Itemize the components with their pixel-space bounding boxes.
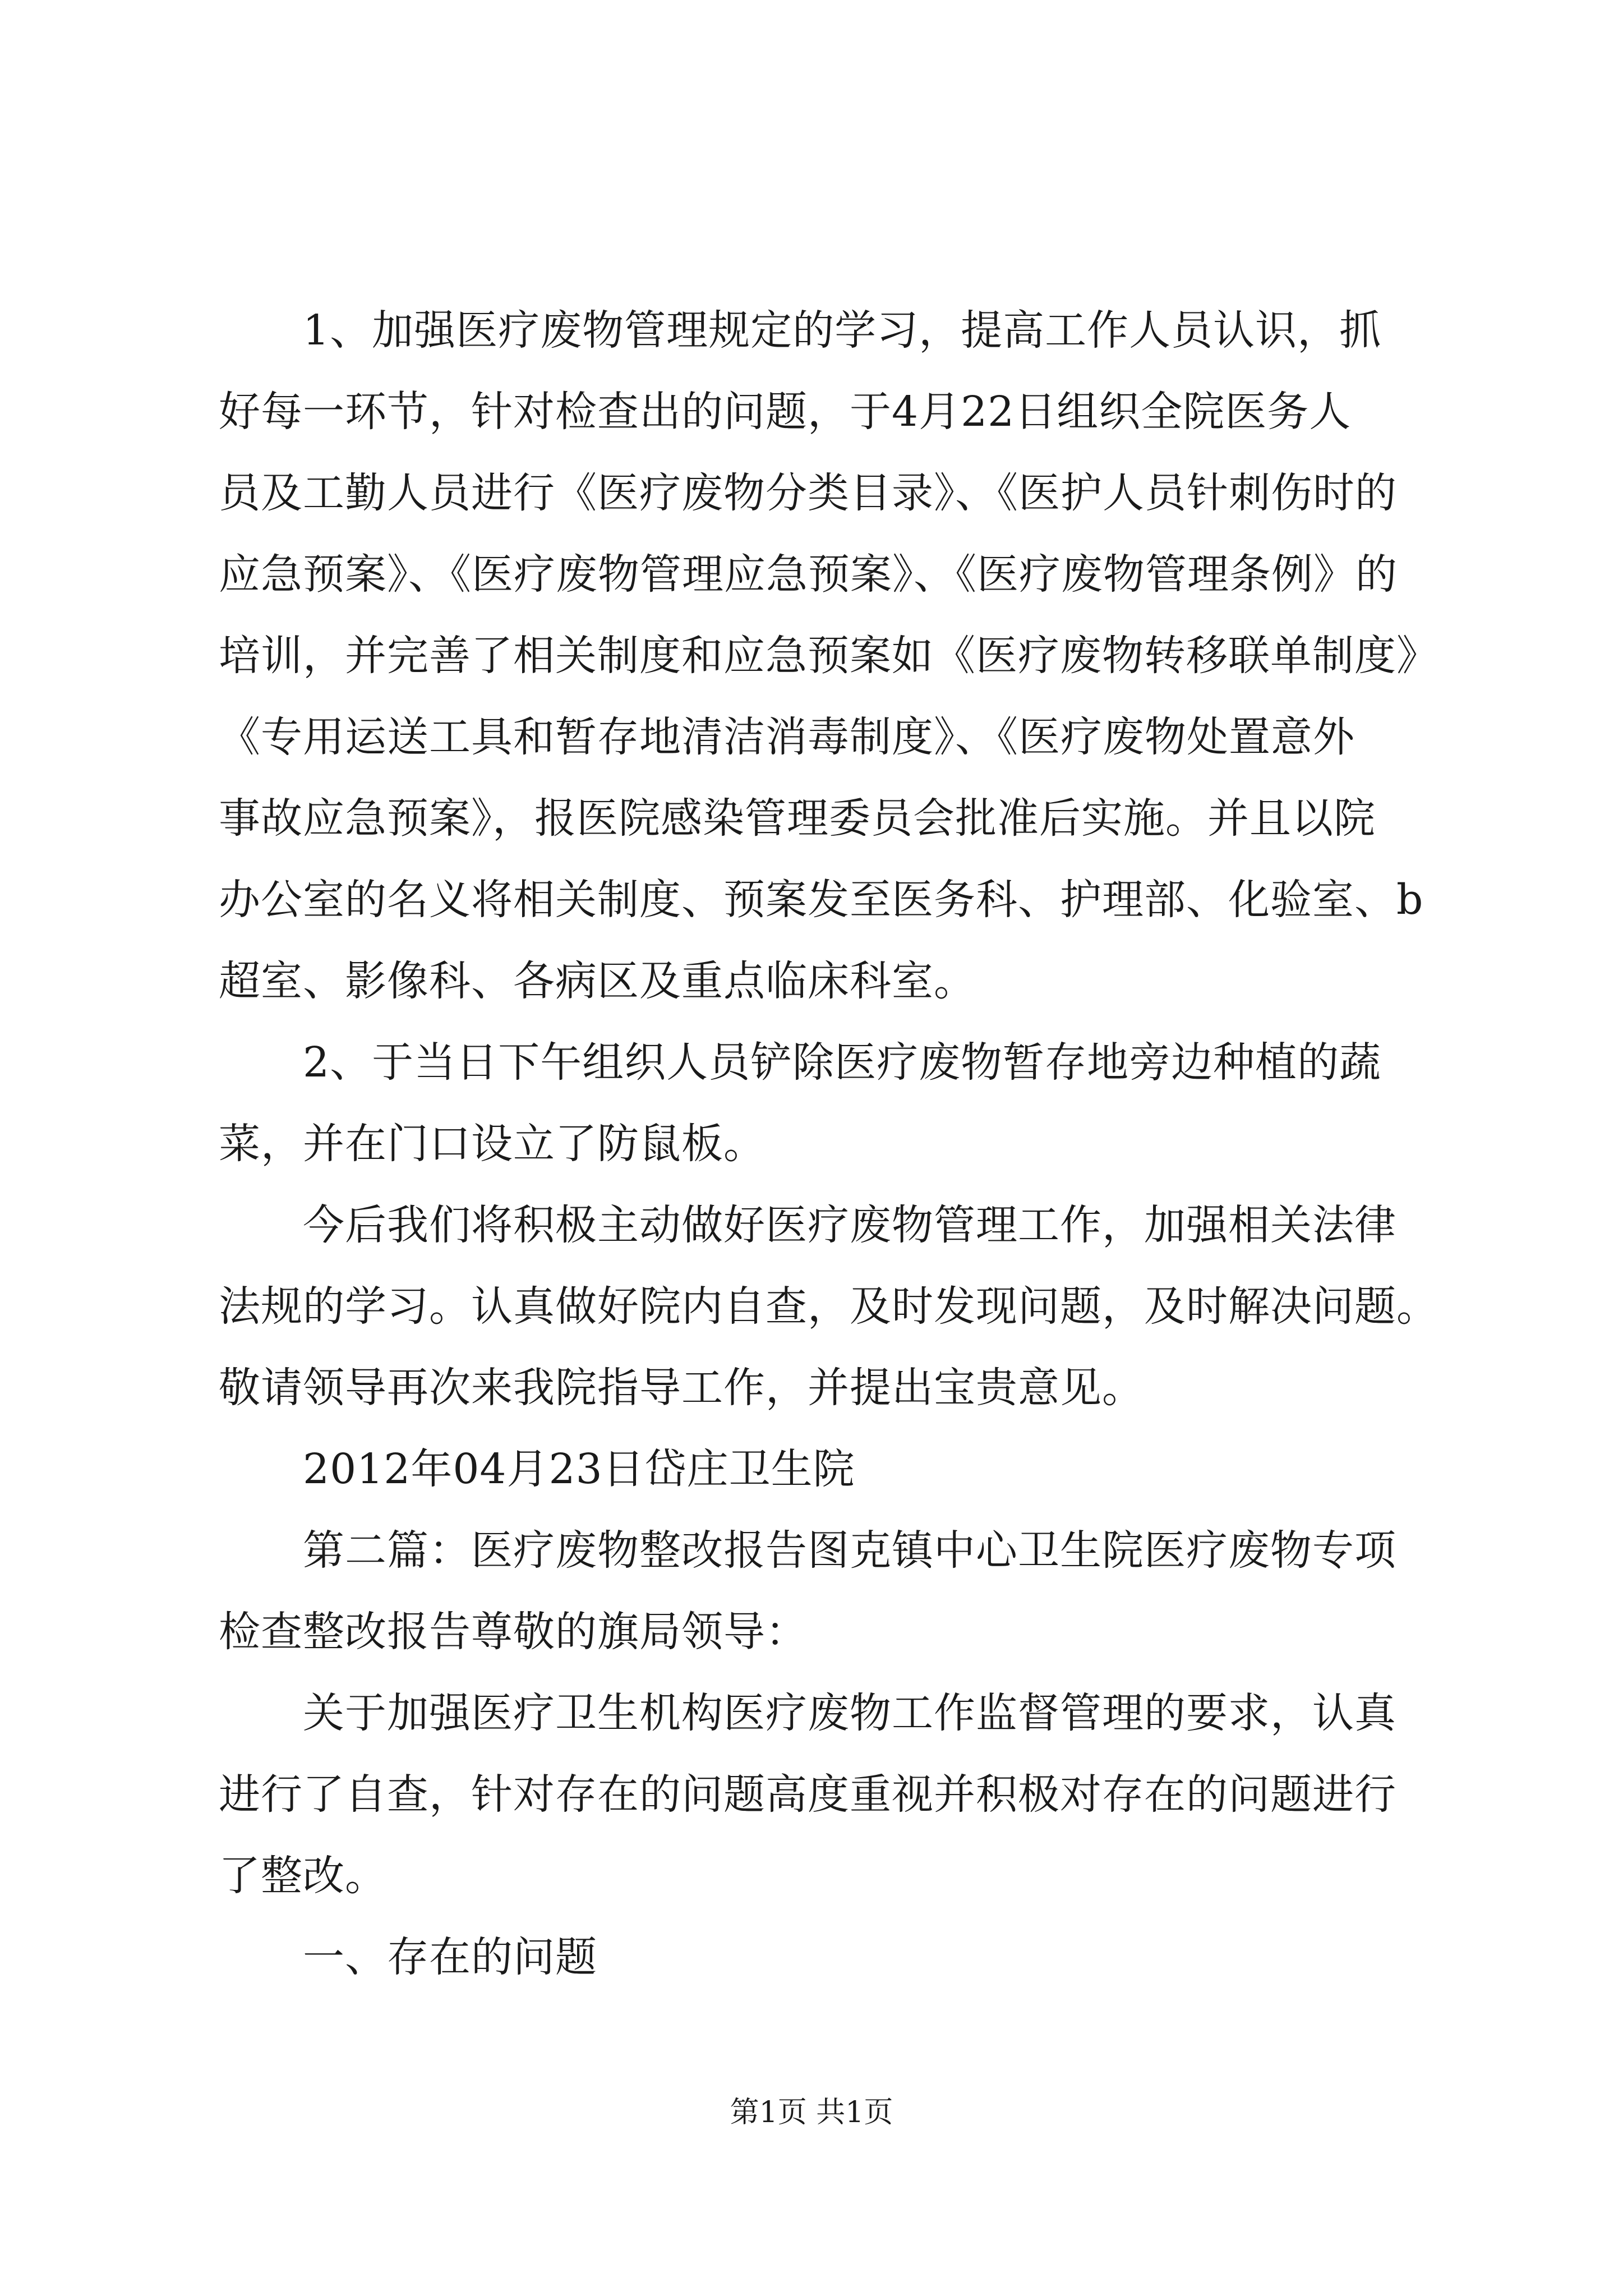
paragraph-line: 1、加强医疗废物管理规定的学习，提高工作人员认识，抓 <box>303 306 1382 355</box>
paragraph-line: 关于加强医疗卫生机构医疗废物工作监督管理的要求，认真 <box>303 1689 1396 1737</box>
paragraph-line: 员及工勤人员进行《医疗废物分类目录》、《医护人员针刺伤时的 <box>219 469 1397 517</box>
paragraph-line: 《专用运送工具和暂存地清洁消毒制度》、《医疗废物处置意外 <box>219 713 1355 761</box>
paragraph-line: 办公室的名义将相关制度、预案发至医务科、护理部、化验室、b <box>219 876 1424 924</box>
date-signature-line: 2012年04月23日岱庄卫生院 <box>303 1445 855 1493</box>
paragraph-line: 培训，并完善了相关制度和应急预案如《医疗废物转移联单制度》 <box>219 632 1438 680</box>
paragraph-line: 事故应急预案》，报医院感染管理委员会批准后实施。并且以院 <box>219 794 1376 843</box>
paragraph-line: 菜，并在门口设立了防鼠板。 <box>219 1120 766 1168</box>
section-heading: 一、存在的问题 <box>303 1933 597 1981</box>
paragraph-line: 超室、影像科、各病区及重点临床科室。 <box>219 957 976 1005</box>
paragraph-line: 应急预案》、《医疗废物管理应急预案》、《医疗废物管理条例》的 <box>219 550 1398 599</box>
page-footer: 第1页 共1页 <box>730 2096 893 2129</box>
paragraph-line: 检查整改报告尊敬的旗局领导： <box>219 1608 808 1656</box>
paragraph-line: 法规的学习。认真做好院内自查，及时发现问题，及时解决问题。 <box>219 1282 1438 1331</box>
paragraph-line: 好每一环节，针对检查出的问题，于4月22日组织全院医务人 <box>219 388 1352 436</box>
paragraph-line: 今后我们将积极主动做好医疗废物管理工作，加强相关法律 <box>303 1201 1396 1249</box>
paragraph-line: 了整改。 <box>219 1852 387 1900</box>
paragraph-line: 第二篇：医疗废物整改报告图克镇中心卫生院医疗废物专项 <box>303 1526 1396 1575</box>
paragraph-line: 2、于当日下午组织人员铲除医疗废物暂存地旁边种植的蔬 <box>303 1038 1382 1087</box>
paragraph-line: 进行了自查，针对存在的问题高度重视并积极对存在的问题进行 <box>219 1770 1396 1819</box>
paragraph-line: 敬请领导再次来我院指导工作，并提出宝贵意见。 <box>219 1364 1144 1412</box>
